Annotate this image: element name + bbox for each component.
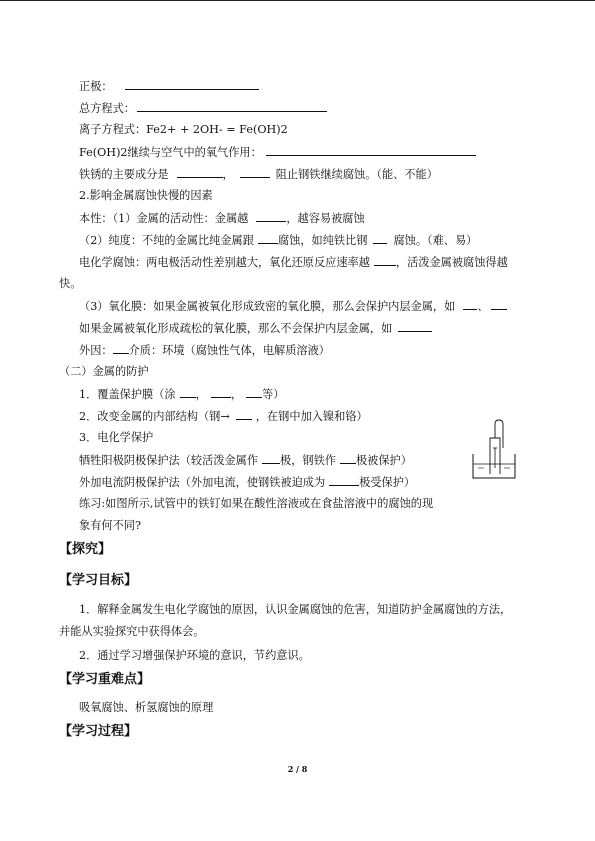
blank (125, 79, 259, 90)
heading-goals: 【学习目标】 (59, 573, 138, 588)
test-tube-beaker-figure (470, 418, 518, 480)
line-positive-electrode: 正极： (79, 79, 259, 94)
line-external: 外因： 介质：环境（腐蚀性气体，电解质溶液） (79, 344, 330, 357)
blank (329, 475, 359, 486)
blank (463, 299, 477, 310)
blank (113, 343, 129, 354)
line-coating: 1．覆盖保护膜（涂 ， ， 等） (79, 388, 285, 401)
goal-2: 2．通过学习增强保护环境的意识，节约意识。 (79, 649, 310, 662)
goal-1-cont: 并能从实验探究中获得体会。 (59, 625, 205, 638)
blank (236, 409, 252, 420)
line-electro-protection: 3．电化学保护 (79, 431, 154, 444)
blank (266, 145, 476, 156)
line-sacrificial-anode: 牺牲阳极阴极保护法（较活泼金属作 极，钢铁作 极被保护） (79, 454, 412, 467)
line-purity: （2）纯度：不纯的金属比纯金属跟 腐蚀，如纯铁比钢 腐蚀。（难、易） (79, 234, 478, 247)
top-rule (0, 0, 595, 1)
blank (340, 453, 356, 464)
line-electrochemical: 电化学腐蚀：两电极活动性差别越大，氧化还原反应速率越 ，活泼金属被腐蚀得越 (79, 256, 508, 269)
keypoint-1: 吸氧腐蚀、析氢腐蚀的原理 (79, 701, 214, 714)
line-activity: 本性：（1）金属的活动性：金属越 ，越容易被腐蚀 (79, 212, 365, 225)
blank (258, 233, 278, 244)
line-factors: 2.影响金属腐蚀快慢的因素 (79, 189, 213, 202)
blank (398, 321, 432, 332)
heading-explore: 【探究】 (59, 542, 112, 557)
line-exercise: 练习:如图所示,试管中的铁钉如果在酸性溶液或在食盐溶液中的腐蚀的现 (79, 497, 434, 510)
blank (373, 233, 387, 244)
line-structure: 2．改变金属的内部结构（钢→ ，在钢中加入镍和铬） (79, 410, 368, 423)
line-oxide-loose: 如果金属被氧化形成疏松的氧化膜，那么不会保护内层金属，如 (79, 321, 432, 336)
goal-1: 1．解释金属发生电化学腐蚀的原因，认识金属腐蚀的危害，知道防护金属腐蚀的方法， (79, 603, 512, 616)
line-protection-title: （二）金属的防护 (59, 365, 149, 378)
line-oxygen-reaction: Fe(OH)2继续与空气中的氧气作用： (79, 145, 476, 160)
blank (262, 453, 280, 464)
blank (256, 211, 286, 222)
line-total-equation: 总方程式： (79, 101, 327, 116)
blank (246, 387, 262, 398)
blank (211, 387, 231, 398)
line-ionic-equation: 离子方程式：Fe2+ + 2OH- = Fe(OH)2 (79, 123, 288, 136)
line-faster: 快。 (59, 277, 82, 290)
blank (374, 255, 396, 266)
blank (137, 101, 327, 112)
line-rust: 铁锈的主要成分是 ， 阻止钢铁继续腐蚀。（能、不能） (79, 168, 438, 181)
heading-process: 【学习过程】 (59, 724, 138, 739)
line-impressed-current: 外加电流阴极保护法（外加电流，使钢铁被迫成为 极受保护） (79, 476, 416, 489)
page-number: 2 / 8 (287, 764, 308, 774)
heading-keypoints: 【学习重难点】 (59, 672, 151, 687)
blank (240, 167, 270, 178)
blank (177, 167, 223, 178)
blank (491, 299, 507, 310)
line-oxide-dense: （3）氧化膜：如果金属被氧化形成致密的氧化膜，那么会保护内层金属，如 、 (79, 299, 507, 314)
blank (180, 387, 196, 398)
line-exercise-cont: 象有何不同? (79, 519, 141, 532)
